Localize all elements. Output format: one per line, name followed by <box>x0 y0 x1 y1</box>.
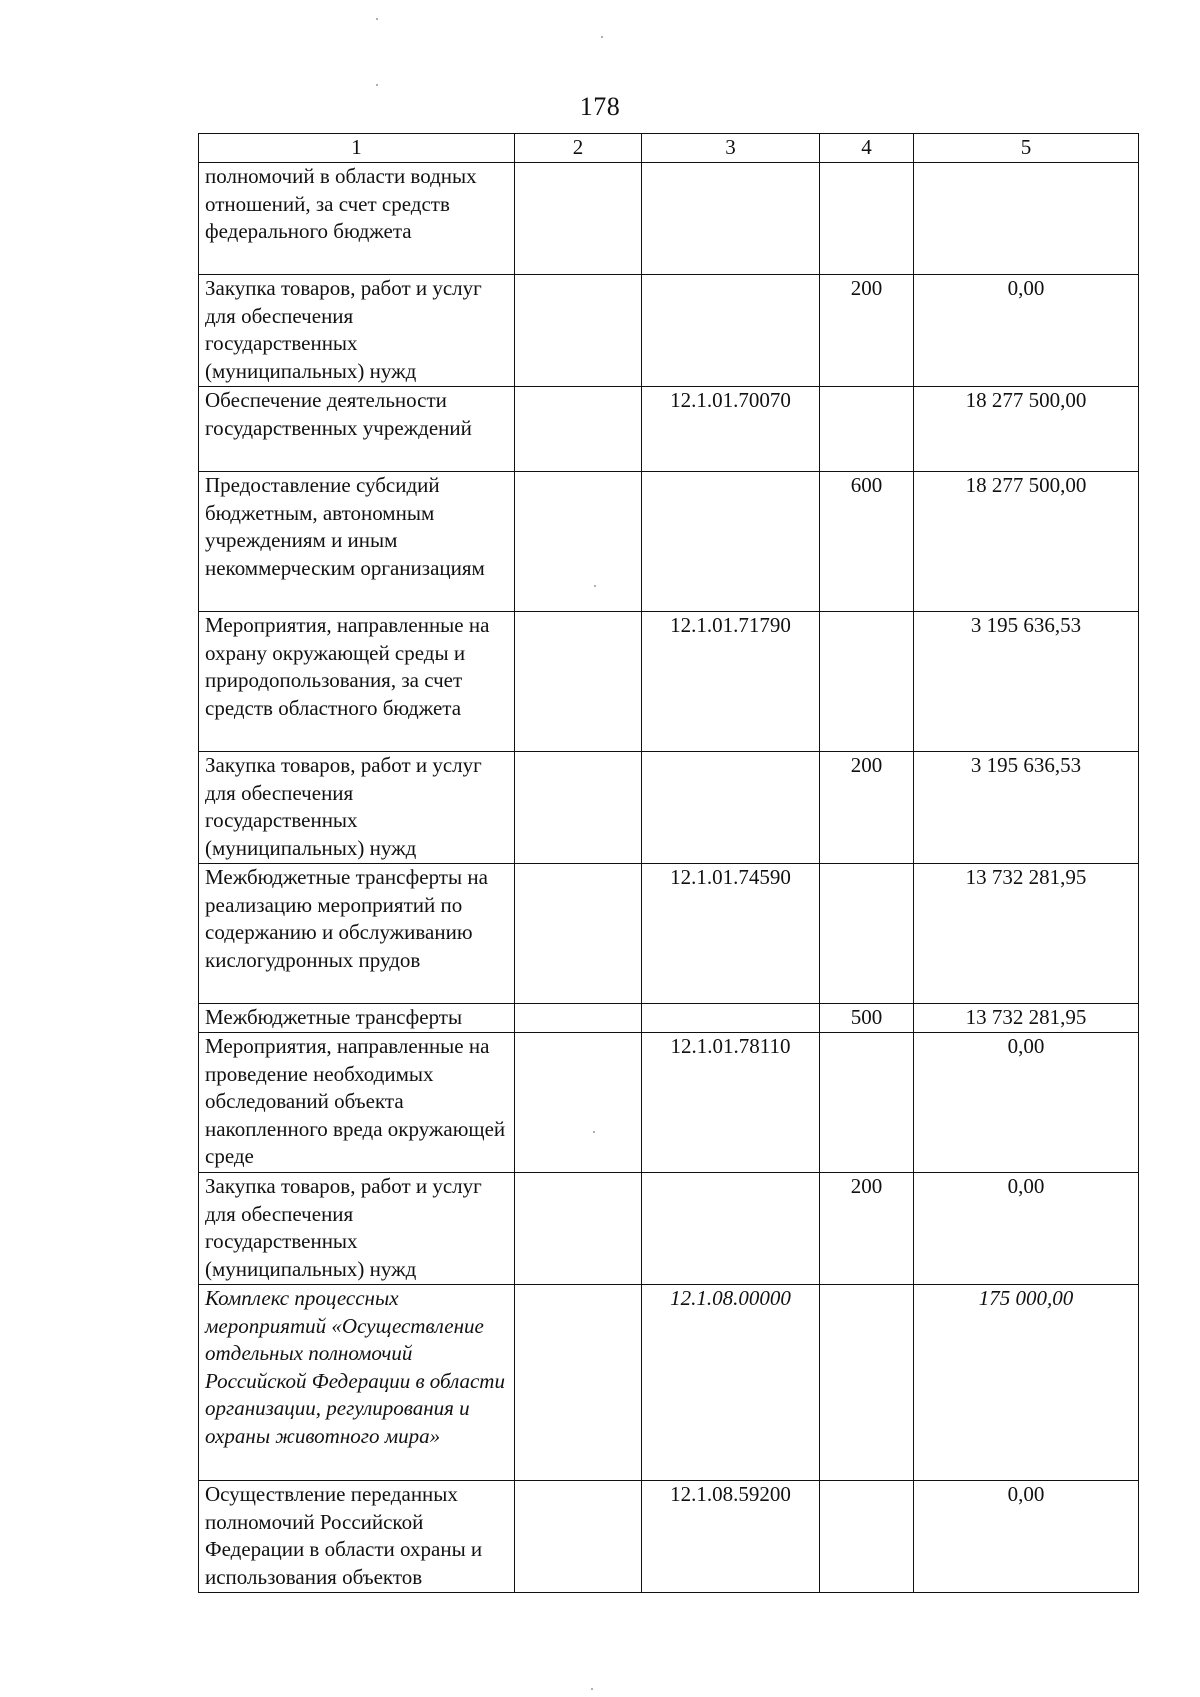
table-row <box>199 387 1139 472</box>
row-col2-cell <box>515 752 642 864</box>
col-header-2: 2 <box>515 134 642 163</box>
row-col2-cell <box>515 1285 642 1481</box>
row-type-cell: 200 <box>820 1173 914 1285</box>
row-type-cell <box>820 163 914 275</box>
row-type-cell <box>820 1481 914 1593</box>
row-sum-cell: 0,00 <box>914 275 1139 387</box>
row-sum-cell: 18 277 500,00 <box>914 472 1139 612</box>
row-sum-cell: 18 277 500,00 <box>914 387 1139 472</box>
row-sum-cell: 3 195 636,53 <box>914 752 1139 864</box>
table-row <box>199 1285 1139 1481</box>
row-name-cell: Межбюджетные трансферты на реализацию мероприятий по содержанию и обслуживанию кислогудронных прудов <box>199 864 515 1004</box>
scan-speck <box>376 84 378 86</box>
row-code-cell <box>642 275 820 387</box>
row-type-cell: 200 <box>820 275 914 387</box>
row-code-cell: 12.1.01.74590 <box>642 864 820 1004</box>
col-header-5: 5 <box>914 134 1139 163</box>
row-type-cell: 500 <box>820 1004 914 1033</box>
table-row <box>199 472 1139 612</box>
row-name-cell: Закупка товаров, работ и услуг для обеспечения государственных (муниципальных) нужд <box>199 752 515 864</box>
row-name-cell: Межбюджетные трансферты <box>199 1004 515 1033</box>
row-type-cell <box>820 1285 914 1481</box>
row-name-cell: Предоставление субсидий бюджетным, автономным учреждениям и иным некоммерческим организациям <box>199 472 515 612</box>
row-name-cell: Мероприятия, направленные на охрану окружающей среды и природопользования, за счет средств областного бюджета <box>199 612 515 752</box>
row-col2-cell <box>515 275 642 387</box>
row-sum-cell: 13 732 281,95 <box>914 1004 1139 1033</box>
row-code-cell: 12.1.08.00000 <box>642 1285 820 1481</box>
row-col2-cell <box>515 163 642 275</box>
table-row <box>199 1033 1139 1173</box>
table-row <box>199 1481 1139 1593</box>
table-row <box>199 864 1139 1004</box>
col-header-3: 3 <box>642 134 820 163</box>
row-type-cell <box>820 612 914 752</box>
row-name-cell: Осуществление переданных полномочий Российской Федерации в области охраны и использования объектов <box>199 1481 515 1593</box>
row-col2-cell <box>515 1033 642 1173</box>
col-header-4: 4 <box>820 134 914 163</box>
table-body <box>199 163 1139 1593</box>
page-number: 178 <box>579 92 621 121</box>
scan-speck <box>591 1688 593 1690</box>
row-name-cell: Мероприятия, направленные на проведение необходимых обследований объекта накопленного вреда окружающей среде <box>199 1033 515 1173</box>
row-type-cell <box>820 864 914 1004</box>
row-col2-cell <box>515 612 642 752</box>
row-name-cell: Закупка товаров, работ и услуг для обеспечения государственных (муниципальных) нужд <box>199 275 515 387</box>
row-type-cell: 200 <box>820 752 914 864</box>
row-code-cell <box>642 1004 820 1033</box>
table-row <box>199 1004 1139 1033</box>
table-row <box>199 612 1139 752</box>
row-sum-cell: 0,00 <box>914 1033 1139 1173</box>
table-row <box>199 163 1139 275</box>
table-row <box>199 275 1139 387</box>
row-sum-cell: 13 732 281,95 <box>914 864 1139 1004</box>
row-type-cell <box>820 387 914 472</box>
row-name-cell: Комплекс процессных мероприятий «Осуществление отдельных полномочий Российской Федерации в области организации, регулирования и охраны животного мира» <box>199 1285 515 1481</box>
scan-speck <box>593 1131 595 1133</box>
scan-speck <box>376 18 378 20</box>
row-type-cell: 600 <box>820 472 914 612</box>
row-code-cell <box>642 472 820 612</box>
scan-speck <box>594 585 596 587</box>
row-code-cell <box>642 1173 820 1285</box>
scan-speck <box>601 36 603 38</box>
row-col2-cell <box>515 1173 642 1285</box>
col-header-1: 1 <box>199 134 515 163</box>
row-col2-cell <box>515 1004 642 1033</box>
row-code-cell <box>642 163 820 275</box>
row-sum-cell: 0,00 <box>914 1173 1139 1285</box>
table-row <box>199 752 1139 864</box>
row-col2-cell <box>515 387 642 472</box>
row-sum-cell <box>914 163 1139 275</box>
row-code-cell: 12.1.08.59200 <box>642 1481 820 1593</box>
row-col2-cell <box>515 1481 642 1593</box>
budget-table <box>198 133 1139 1593</box>
row-sum-cell: 175 000,00 <box>914 1285 1139 1481</box>
row-name-cell: полномочий в области водных отношений, за счет средств федерального бюджета <box>199 163 515 275</box>
row-code-cell: 12.1.01.78110 <box>642 1033 820 1173</box>
row-col2-cell <box>515 864 642 1004</box>
header-row <box>199 134 1139 163</box>
row-code-cell: 12.1.01.70070 <box>642 387 820 472</box>
row-name-cell: Закупка товаров, работ и услуг для обеспечения государственных (муниципальных) нужд <box>199 1173 515 1285</box>
table-row <box>199 1173 1139 1285</box>
row-name-cell: Обеспечение деятельности государственных учреждений <box>199 387 515 472</box>
row-sum-cell: 3 195 636,53 <box>914 612 1139 752</box>
row-code-cell: 12.1.01.71790 <box>642 612 820 752</box>
row-col2-cell <box>515 472 642 612</box>
row-sum-cell: 0,00 <box>914 1481 1139 1593</box>
row-code-cell <box>642 752 820 864</box>
row-type-cell <box>820 1033 914 1173</box>
